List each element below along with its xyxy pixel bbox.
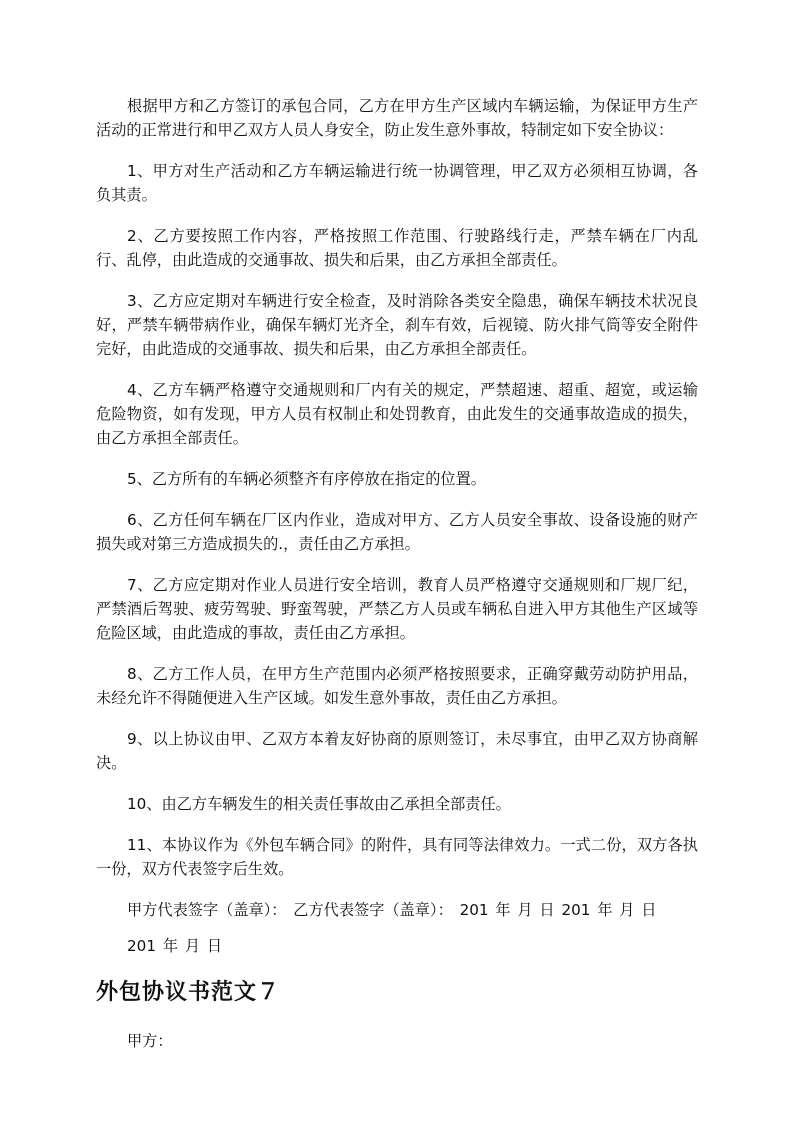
clause-8: 8、乙方工作人员，在甲方生产范围内必须严格按照要求，正确穿戴劳动防护用品，未经允许不得随便进入生产区域。如发生意外事故，责任由乙方承担。: [96, 665, 698, 707]
clause-7: 7、乙方应定期对作业人员进行安全培训，教育人员严格遵守交通规则和厂规厂纪，严禁酒后驾驶、疲劳驾驶、野蛮驾驶，严禁乙方人员或车辆私自进入甲方其他生产区域等危险区域，由此造成的事故，责任由乙方承担。: [96, 576, 698, 642]
section-heading: 外包协议书范文７: [96, 979, 281, 1005]
clause-11: 11、本协议作为《外包车辆合同》的附件，具有同等法律效力。一式二份，双方各执一份，双方代表签字后生效。: [96, 836, 698, 878]
date-line: 201 年 月 日: [127, 937, 223, 955]
document-body: [96, 94, 698, 1053]
party-a-label: 甲方：: [127, 1032, 173, 1050]
clause-10: 10、由乙方车辆发生的相关责任事故由乙承担全部责任。: [127, 795, 511, 813]
clause-1: 1、甲方对生产活动和乙方车辆运输进行统一协调管理，甲乙双方必须相互协调，各负其责。: [96, 162, 698, 204]
clause-5: 5、乙方所有的车辆必须整齐有序停放在指定的位置。: [127, 470, 486, 488]
intro-paragraph: 根据甲方和乙方签订的承包合同，乙方在甲方生产区域内车辆运输，为保证甲方生产活动的正常进行和甲乙双方人员人身安全，防止发生意外事故，特制定如下安全协议：: [96, 97, 698, 139]
clause-9: 9、以上协议由甲、乙双方本着友好协商的原则签订，未尽事宜，由甲乙双方协商解决。: [96, 730, 698, 772]
clause-3: 3、乙方应定期对车辆进行安全检查，及时消除各类安全隐患，确保车辆技术状况良好，严禁车辆带病作业，确保车辆灯光齐全，刹车有效，后视镜、防火排气筒等安全附件完好，由此造成的交通事故、损失和后果，由乙方承担全部责任。: [96, 292, 698, 358]
clause-6: 6、乙方任何车辆在厂区内作业，造成对甲方、乙方人员安全事故、设备设施的财产损失或对第三方造成损失的.，责任由乙方承担。: [96, 511, 698, 553]
signature-line: 甲方代表签字（盖章）： 乙方代表签字（盖章）： 201 年 月 日 201 年 月 日: [127, 901, 657, 919]
clause-2: 2、乙方要按照工作内容，严格按照工作范围、行驶路线行走，严禁车辆在厂内乱行、乱停，由此造成的交通事故、损失和后果，由乙方承担全部责任。: [96, 227, 698, 269]
clause-4: 4、乙方车辆严格遵守交通规则和厂内有关的规定，严禁超速、超重、超宽，或运输危险物资，如有发现，甲方人员有权制止和处罚教育，由此发生的交通事故造成的损失，由乙方承担全部责任。: [96, 381, 698, 447]
